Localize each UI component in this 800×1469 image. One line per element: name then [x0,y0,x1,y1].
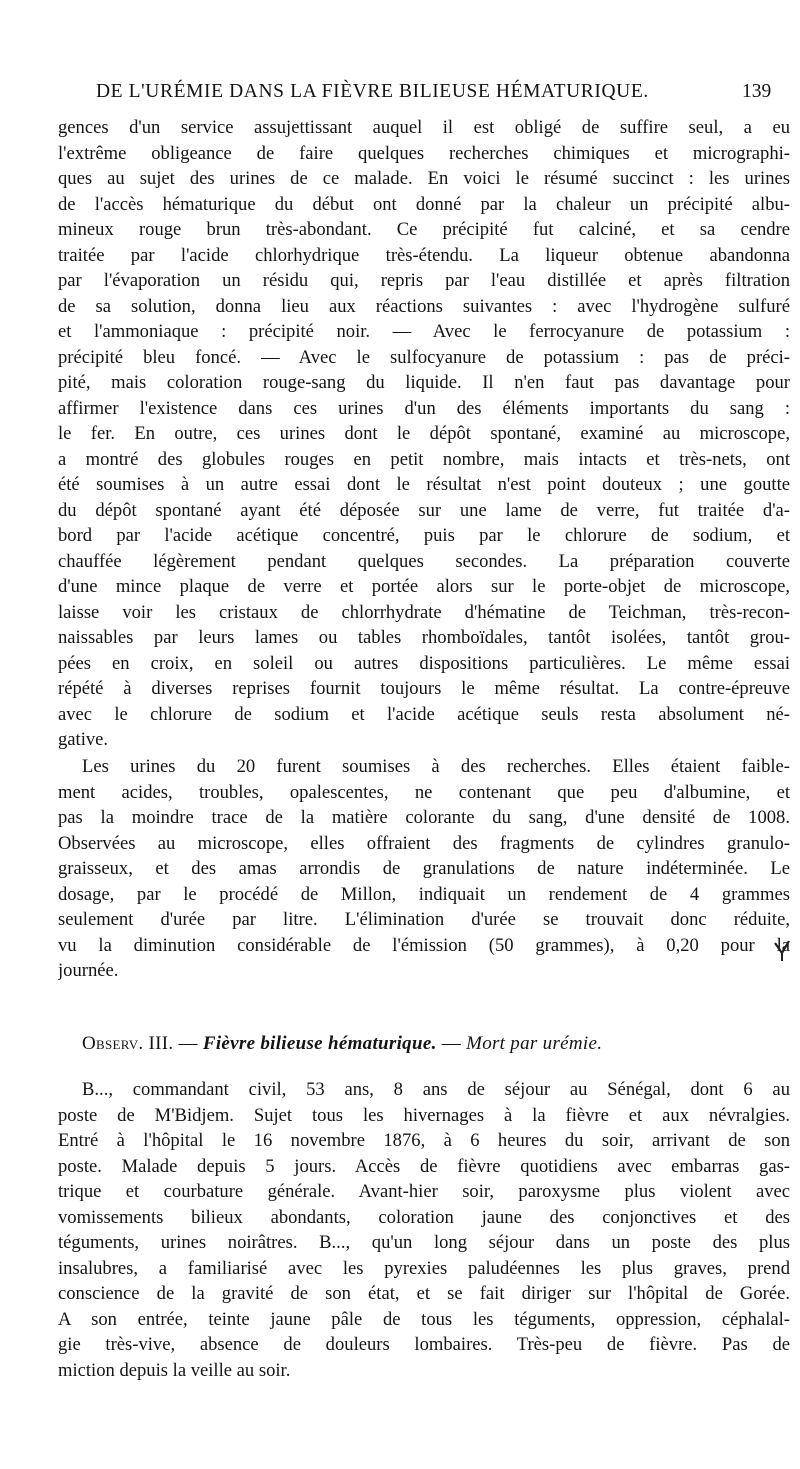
text-line: poste. Malade depuis 5 jours. Accès de fièvre quotidiens avec embarras gas- [58,1155,790,1177]
page-number: 139 [742,81,772,102]
text-line: avec le chlorure de sodium et l'acide acétique seuls resta absolument né- [58,703,790,725]
text-line: journée. [58,960,119,981]
text-line: d'une mince plaque de verre et portée alors sur le porte-objet de microscope, [58,576,790,597]
text-line: l'extrême obligeance de faire quelques recherches chimiques et micrographi- [58,142,790,164]
text-line: dosage, par le procédé de Millon, indiquait un rendement de 4 grammes [58,883,790,905]
text-line: naissables par leurs lames ou tables rhomboïdales, tantôt isolées, tantôt grou- [58,627,790,648]
text-line: vu la diminution considérable de l'émission (50 grammes), à 0,20 pour la [58,934,790,956]
running-title: DE L'URÉMIE DANS LA FIÈVRE BILIEUSE HÉMATURIQUE. [96,81,649,102]
text-line: et l'ammoniaque : précipité noir. — Avec le ferrocyanure de potassium : [58,321,790,342]
text-line: vomissements bilieux abondants, coloration jaune des conjonctives et des [58,1206,790,1228]
margin-check-mark-icon [772,937,792,965]
text-line: gative. [58,729,109,750]
paragraph-urine-analysis [58,115,790,753]
text-line: gie très-vive, absence de douleurs lombaires. Très-peu de fièvre. Pas de [58,1334,790,1355]
observation-label: Observ. III. [82,1033,174,1054]
text-line: conscience de la gravité de son état, et se fait diriger sur l'hôpital de Gorée. [58,1283,790,1304]
text-line: gences d'un service assujettissant auquel il est obligé de suffire seul, a eu [58,117,790,138]
text-line: précipité bleu foncé. — Avec le sulfocyanure de potassium : pas de préci- [58,346,790,368]
text-line: ques au sujet des urines de ce malade. En voici le résumé succinct : les urines [58,168,790,189]
text-line: mineux rouge brun très-abondant. Ce précipité fut calciné, et sa cendre [58,219,790,240]
heading-dash: — [178,1033,198,1054]
heading-dash: — [441,1033,461,1054]
text-line: poste de M'Bidjem. Sujet tous les hivernages à la fièvre et aux névralgies. [58,1104,790,1126]
paragraph-urine-of-the-20th [58,754,790,984]
text-line: trique et courbature générale. Avant-hier soir, paroxysme plus violent avec [58,1181,790,1202]
text-line: A son entrée, teinte jaune pâle de tous les téguments, oppression, céphalal- [58,1308,790,1330]
text-line: pas la moindre trace de la matière colorante du sang, d'une densité de 1008. [58,807,790,828]
text-line: traitée par l'acide chlorhydrique très-étendu. La liqueur obtenue abandonna [58,244,790,266]
paragraph-observation-case [58,1077,790,1383]
text-line: bord par l'acide acétique concentré, puis par le chlorure de sodium, et [58,525,790,546]
text-line: de sa solution, donna lieu aux réactions suivantes : avec l'hydrogène sulfuré [58,295,790,317]
text-line: le fer. En outre, ces urines dont le dépôt spontané, examiné au microscope, [58,423,790,444]
text-line: été soumises à un autre essai dont le résultat n'est point douteux ; une goutte [58,474,790,495]
text-line: seulement d'urée par litre. L'élimination d'urée se trouvait donc réduite, [58,909,790,930]
text-line: pées en croix, en soleil ou autres dispositions particulières. Le même essai [58,652,790,674]
text-line: affirmer l'existence dans ces urines d'un des éléments importants du sang : [58,397,790,419]
text-line: chauffée légèrement pendant quelques secondes. La préparation couverte [58,550,790,572]
text-line: insalubres, a familiarisé avec les pyrexies paludéennes les plus graves, prend [58,1257,790,1279]
text-line: pité, mais coloration rouge-sang du liquide. Il n'en faut pas davantage pour [58,372,790,393]
text-line: téguments, urines noirâtres. B..., qu'un long séjour dans un poste des plus [58,1232,790,1253]
text-line: par l'évaporation un résidu qui, repris par l'eau distillée et après filtration [58,270,790,291]
observation-heading [82,1033,602,1055]
observation-outcome: Mort par urémie. [466,1033,603,1054]
text-line: Les urines du 20 furent soumises à des recherches. Elles étaient faible- [82,756,790,777]
text-line: ment acides, troubles, opalescentes, ne contenant que peu d'albumine, et [58,781,790,803]
text-line: B..., commandant civil, 53 ans, 8 ans de séjour au Sénégal, dont 6 au [82,1079,790,1100]
text-line: miction depuis la veille au soir. [58,1359,291,1381]
text-line: graisseux, et des amas arrondis de granulations de nature indéterminée. Le [58,858,790,879]
text-line: du dépôt spontané ayant été déposée sur une lame de verre, fut traitée d'a- [58,499,790,521]
text-line: laisse voir les cristaux de chlorrhydrate d'hématine de Teichman, très-recon- [58,601,790,623]
observation-title: Fièvre bilieuse hématurique. [202,1033,437,1054]
text-line: Observées au microscope, elles offraient des fragments de cylindres granulo- [58,832,790,854]
text-line: de l'accès hématurique du début ont donné par la chaleur un précipité albu- [58,193,790,215]
text-line: répété à diverses reprises fournit toujours le même résultat. La contre-épreuve [58,678,790,699]
text-line: a montré des globules rouges en petit nombre, mais intacts et très-nets, ont [58,448,790,470]
text-line: Entré à l'hôpital le 16 novembre 1876, à 6 heures du soir, arrivant de son [58,1130,790,1151]
